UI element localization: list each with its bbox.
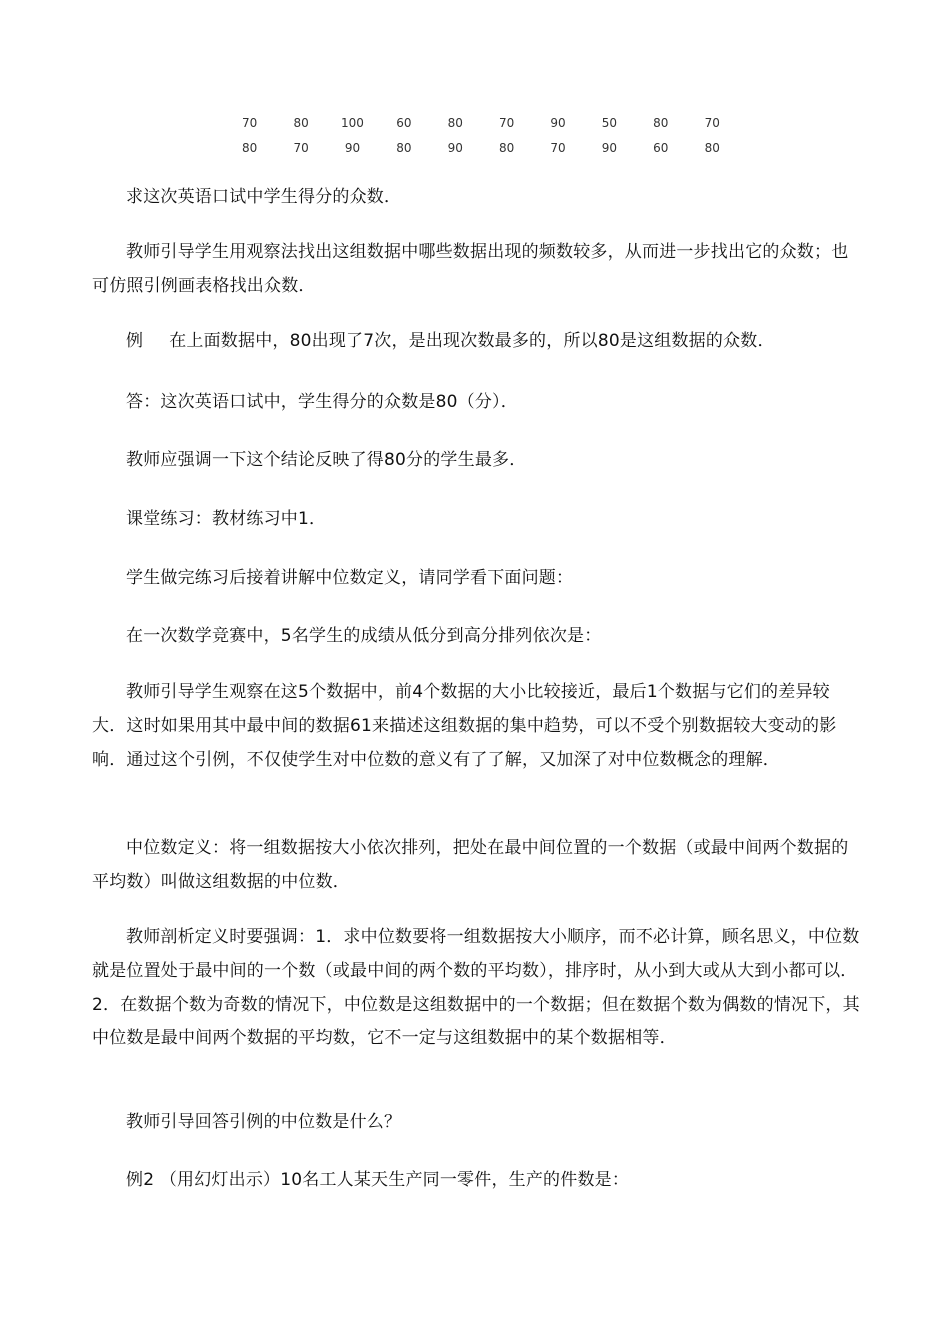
table-cell: 80 xyxy=(704,140,720,155)
paragraph-find-mode: 求这次英语口试中学生得分的众数． xyxy=(126,187,402,207)
table-cell: 90 xyxy=(550,115,566,130)
table-cell: 70 xyxy=(242,115,258,130)
table-cell: 70 xyxy=(550,140,566,155)
table-cell: 100 xyxy=(341,115,364,130)
table-cell: 80 xyxy=(499,140,515,155)
table-row xyxy=(224,110,738,135)
paragraph-observation: 教师引导学生观察在这5个数据中，前4个数据的大小比较接近，最后1个数据与它们的差异较大．这时如果用其中最中间的数据61来描述这组数据的集中趋势，可以不受个别数据较大变动的影响．通过这个引例，不仅使学生对中位数的意义有了了解，又加深了对中位数概念的理解． xyxy=(92,682,837,770)
table-cell: 50 xyxy=(601,115,618,130)
paragraph-class-exercise: 课堂练习：教材练习中1． xyxy=(126,509,327,529)
paragraph-example-solution xyxy=(92,325,862,359)
table-row xyxy=(224,135,738,160)
paragraph-definition-analysis: 教师剖析定义时要强调：1．求中位数要将一组数据按大小顺序，而不必计算，顾名思义，中位数就是位置处于最中间的一个数（或最中间的两个数的平均数），排序时，从小到大或从大到小都可以．2．在数据个数为奇数的情况下，中位数是这组数据中的一个数据；但在数据个数为偶数的情况下，其中位数是最中间两个数据的平均数，它不一定与这组数据中的某个数据相等． xyxy=(92,927,860,1049)
example-label: 例 xyxy=(126,331,144,351)
paragraph-example-2: 例2 （用幻灯出示）10名工人某天生产同一零件，生产的件数是： xyxy=(126,1170,630,1190)
table-cell: 80 xyxy=(653,115,669,130)
scores-table-body xyxy=(224,110,738,160)
table-cell: 60 xyxy=(396,115,412,130)
table-cell: 80 xyxy=(396,140,412,155)
paragraph-emphasis: 教师应强调一下这个结论反映了得80分的学生最多． xyxy=(126,450,527,470)
paragraph-answer: 答：这次英语口试中，学生得分的众数是80（分）． xyxy=(126,392,518,412)
table-cell: 70 xyxy=(704,115,720,130)
table-cell: 70 xyxy=(293,140,309,155)
table-cell: 80 xyxy=(447,115,463,130)
paragraph-median-definition: 中位数定义：将一组数据按大小依次排列，把处在最中间位置的一个数据（或最中间两个数据的平均数）叫做这组数据的中位数． xyxy=(92,838,849,892)
example-text: 在上面数据中，80出现了7次，是出现次数最多的，所以80是这组数据的众数． xyxy=(169,331,775,351)
table-cell: 90 xyxy=(344,140,361,155)
table-cell: 90 xyxy=(601,140,618,155)
paragraph-question: 教师引导回答引例的中位数是什么？ xyxy=(126,1112,402,1132)
table-cell: 90 xyxy=(447,140,463,155)
table-cell: 70 xyxy=(499,115,515,130)
table-cell: 80 xyxy=(293,115,309,130)
paragraph-median-intro: 学生做完练习后接着讲解中位数定义，请同学看下面问题： xyxy=(126,568,574,588)
scores-table xyxy=(224,110,738,160)
paragraph-teacher-guide-mode: 教师引导学生用观察法找出这组数据中哪些数据出现的频数较多，从而进一步找出它的众数；也可仿照引例画表格找出众数． xyxy=(92,242,849,296)
table-cell: 80 xyxy=(242,140,258,155)
table-cell: 60 xyxy=(653,140,669,155)
paragraph-math-contest: 在一次数学竞赛中，5名学生的成绩从低分到高分排列依次是： xyxy=(126,626,602,646)
